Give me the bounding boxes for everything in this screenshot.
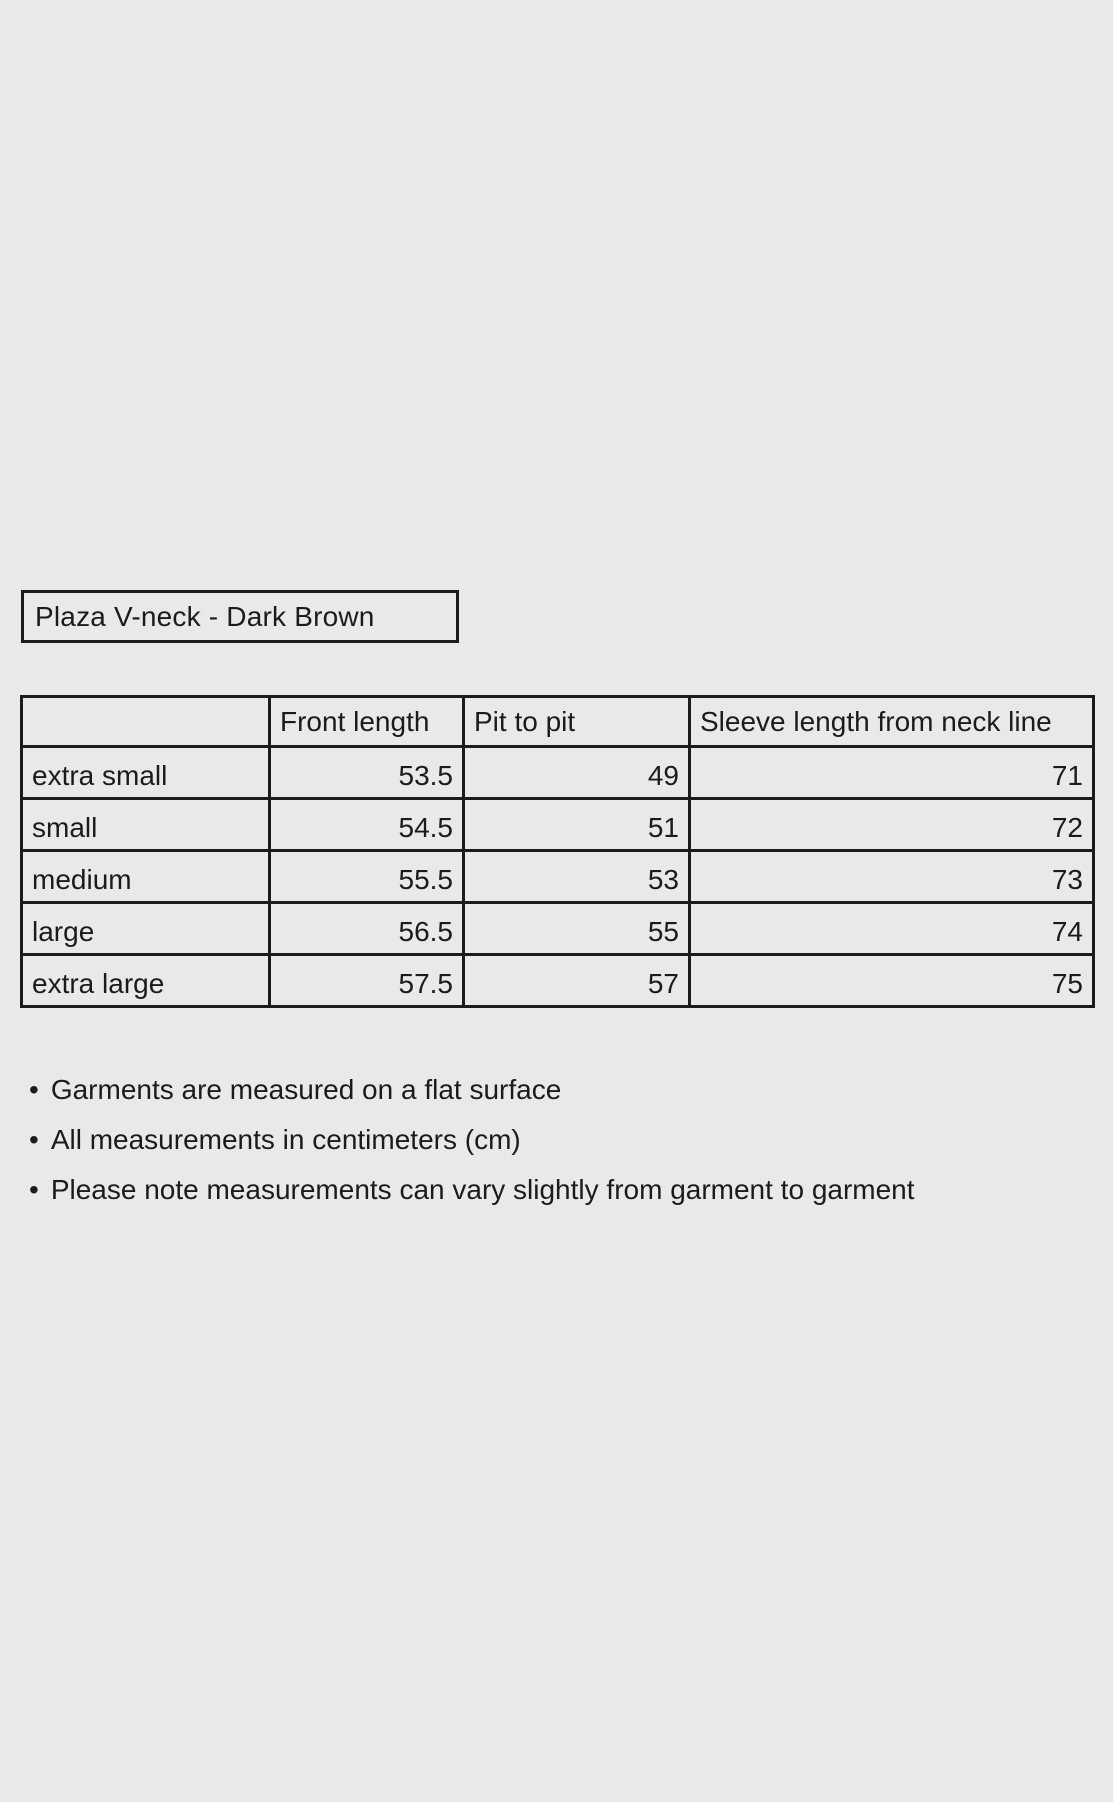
front-length-cell: 55.5 [270,851,464,903]
bullet-icon: • [29,1074,39,1105]
sleeve-length-cell: 74 [690,903,1094,955]
product-title-box [21,590,459,643]
table-row [22,799,1094,851]
table-row [22,747,1094,799]
note-item [29,1124,915,1156]
sleeve-length-cell: 71 [690,747,1094,799]
note-text: Garments are measured on a flat surface [50,1074,562,1105]
size-label-cell: medium [22,851,270,903]
note-item [29,1074,915,1106]
front-length-cell: 57.5 [270,955,464,1007]
front-length-cell: 56.5 [270,903,464,955]
pit-to-pit-cell: 57 [464,955,690,1007]
front-length-cell: 53.5 [270,747,464,799]
table-header-row [22,697,1094,747]
note-text: All measurements in centimeters (cm) [50,1124,521,1155]
sleeve-length-cell: 75 [690,955,1094,1007]
size-label-cell: small [22,799,270,851]
table-row [22,851,1094,903]
pit-to-pit-cell: 51 [464,799,690,851]
pit-to-pit-cell: 53 [464,851,690,903]
front-length-cell: 54.5 [270,799,464,851]
sleeve-length-cell: 72 [690,799,1094,851]
bullet-icon: • [29,1174,39,1205]
bullet-icon: • [29,1124,39,1155]
size-label-cell: extra small [22,747,270,799]
size-label-cell: extra large [22,955,270,1007]
column-header-pit-to-pit: Pit to pit [464,697,690,747]
measurement-notes [29,1074,915,1224]
pit-to-pit-cell: 55 [464,903,690,955]
pit-to-pit-cell: 49 [464,747,690,799]
sleeve-length-cell: 73 [690,851,1094,903]
column-header-size [22,697,270,747]
note-item [29,1174,915,1206]
note-text: Please note measurements can vary slightly from garment to garment [50,1174,915,1205]
product-title: Plaza V-neck - Dark Brown [35,600,375,632]
table-row [22,955,1094,1007]
column-header-front-length: Front length [270,697,464,747]
column-header-sleeve-length: Sleeve length from neck line [690,697,1094,747]
size-chart-table [20,695,1095,1008]
table-row [22,903,1094,955]
size-label-cell: large [22,903,270,955]
